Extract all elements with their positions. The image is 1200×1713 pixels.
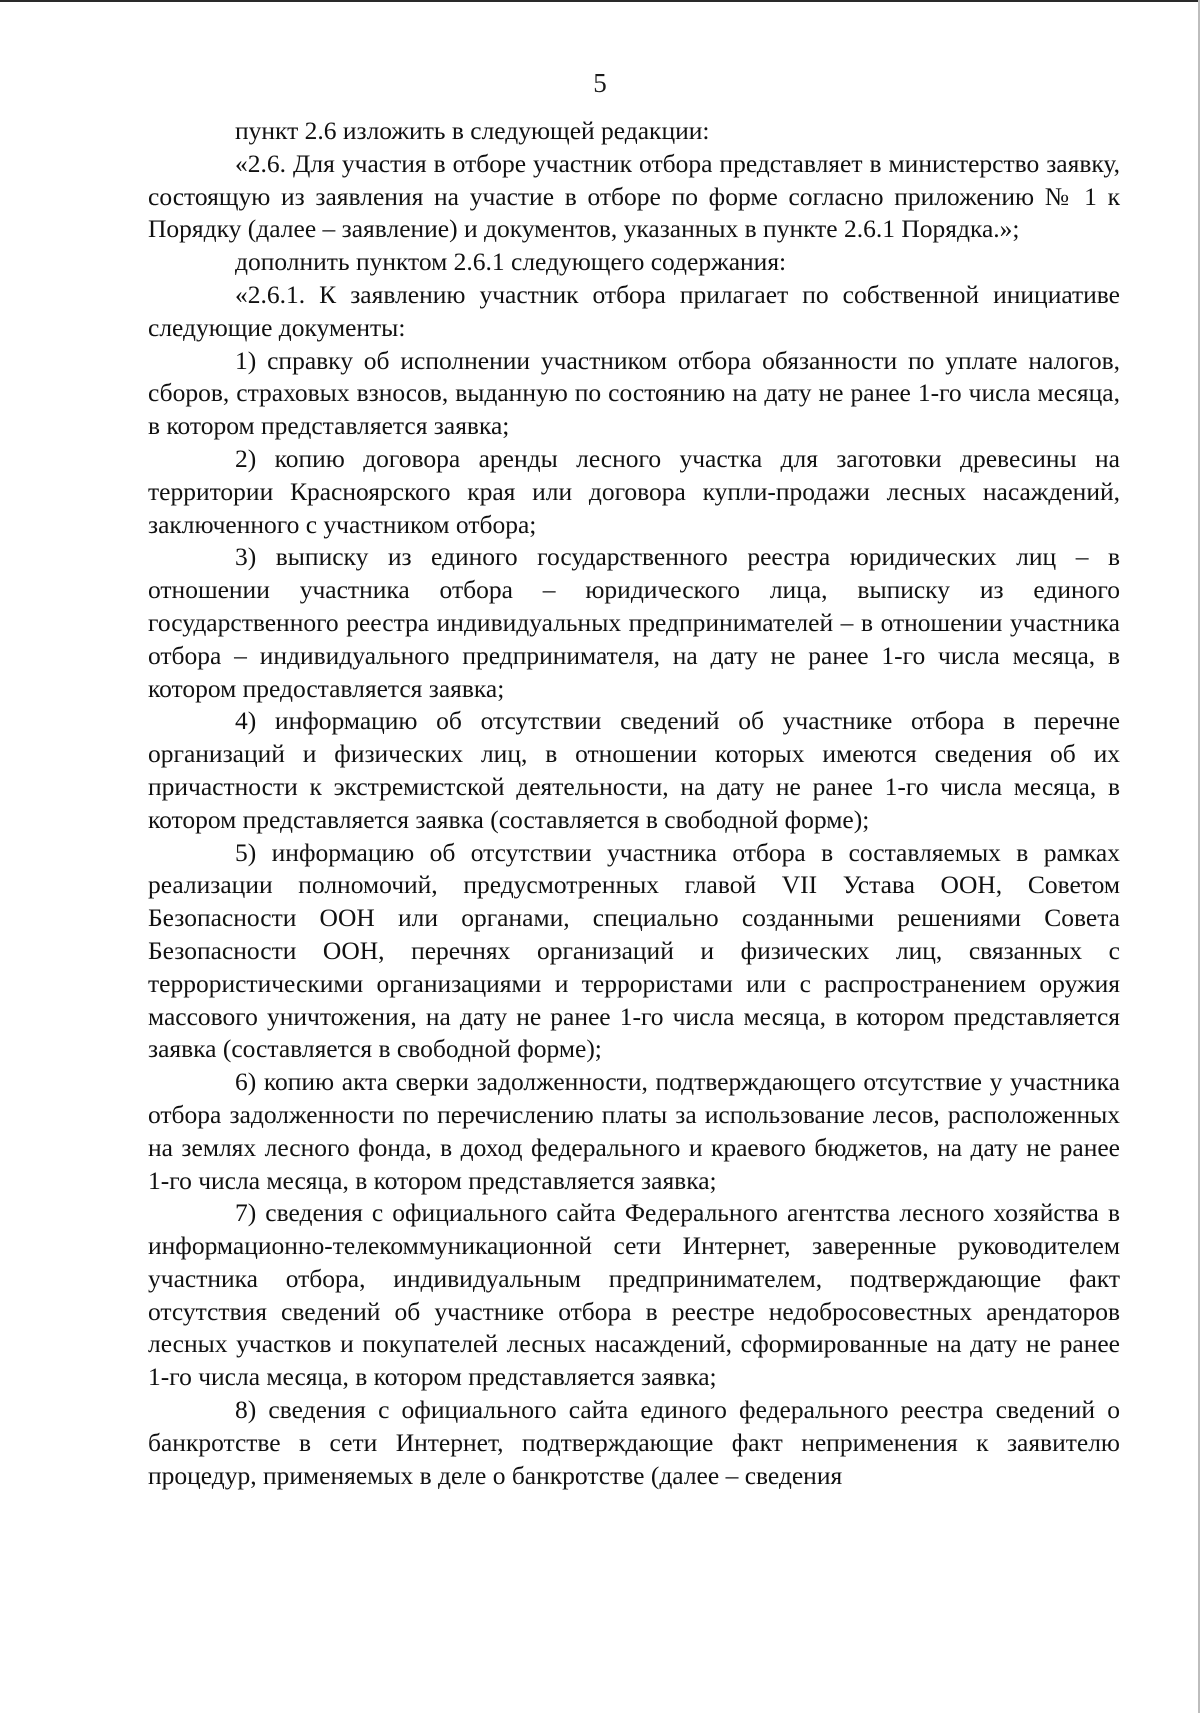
document-body	[148, 115, 1120, 1492]
list-item-8: 8) сведения с официального сайта единого федерального реестра сведений о банкротстве в сети Интернет, подтверждающие факт неприменения к заявителю процедур, применяемых в деле о банкротстве (далее – сведения	[148, 1395, 1120, 1490]
list-item-1: 1) справку об исполнении участником отбора обязанности по уплате налогов, сборов, страховых взносов, выданную по состоянию на дату не ранее 1-го числа месяца, в котором представляется заявка;	[148, 345, 1120, 441]
paragraph-amend-2-6: пункт 2.6 изложить в следующей редакции:	[235, 116, 710, 145]
paragraph-2-6-1-intro: «2.6.1. К заявлению участник отбора прилагает по собственной инициативе следующие документы:	[148, 279, 1120, 342]
page-number: 5	[593, 68, 607, 98]
paragraph-add-2-6-1: дополнить пунктом 2.6.1 следующего содержания:	[235, 247, 787, 277]
list-item-7: 7) сведения с официального сайта Федерального агентства лесного хозяйства в информационно-телекоммуникационной сети Интернет, заверенные руководителем участника отбора, индивидуальным предпринимателем, подтверждающие факт отсутствия сведений об участнике отбора в реестре недобросовестных арендаторов лесных участков и покупателей лесных насаждений, сформированные на дату не ранее 1-го числа месяца, в котором представляется заявка;	[148, 1198, 1120, 1392]
paragraph-2-6-text: «2.6. Для участия в отборе участник отбора представляет в министерство заявку, состоящую из заявления на участие в отборе по форме согласно приложению № 1 к Порядку (далее – заявление) и документов, указанных в пункте 2.6.1 Порядка.»;	[148, 148, 1120, 244]
list-item-5: 5) информацию об отсутствии участника отбора в составляемых в рамках реализации полномочий, предусмотренных главой VII Устава ООН, Советом Безопасности ООН или органами, специально созданными решениями Совета Безопасности ООН, перечнях организаций и физических лиц, связанных с террористическими организациями и террористами или с распространением оружия массового уничтожения, на дату не ранее 1-го числа месяца, в котором представляется заявка (составляется в свободной форме);	[148, 837, 1120, 1064]
list-item-2: 2) копию договора аренды лесного участка для заготовки древесины на территории Красноярского края или договора купли-продажи лесных насаждений, заключенного с участником отбора;	[148, 443, 1120, 539]
list-item-3: 3) выписку из единого государственного реестра юридических лиц – в отношении участника отбора – юридического лица, выписку из единого государственного реестра индивидуальных предпринимателей – в отношении участника отбора – индивидуального предпринимателя, на дату не ранее 1-го числа месяца, в котором предоставляется заявка;	[148, 542, 1120, 703]
list-item-4: 4) информацию об отсутствии сведений об участнике отбора в перечне организаций и физических лиц, в отношении которых имеются сведения об их причастности к экстремистской деятельности, на дату не ранее 1-го числа месяца, в котором представляется заявка (составляется в свободной форме);	[148, 706, 1120, 834]
scan-top-edge	[0, 0, 1200, 2]
list-item-6: 6) копию акта сверки задолженности, подтверждающего отсутствие у участника отбора задолженности по перечислению платы за использование лесов, расположенных на землях лесного фонда, в доход федерального и краевого бюджетов, на дату не ранее 1-го числа месяца, в котором представляется заявка;	[148, 1067, 1120, 1195]
